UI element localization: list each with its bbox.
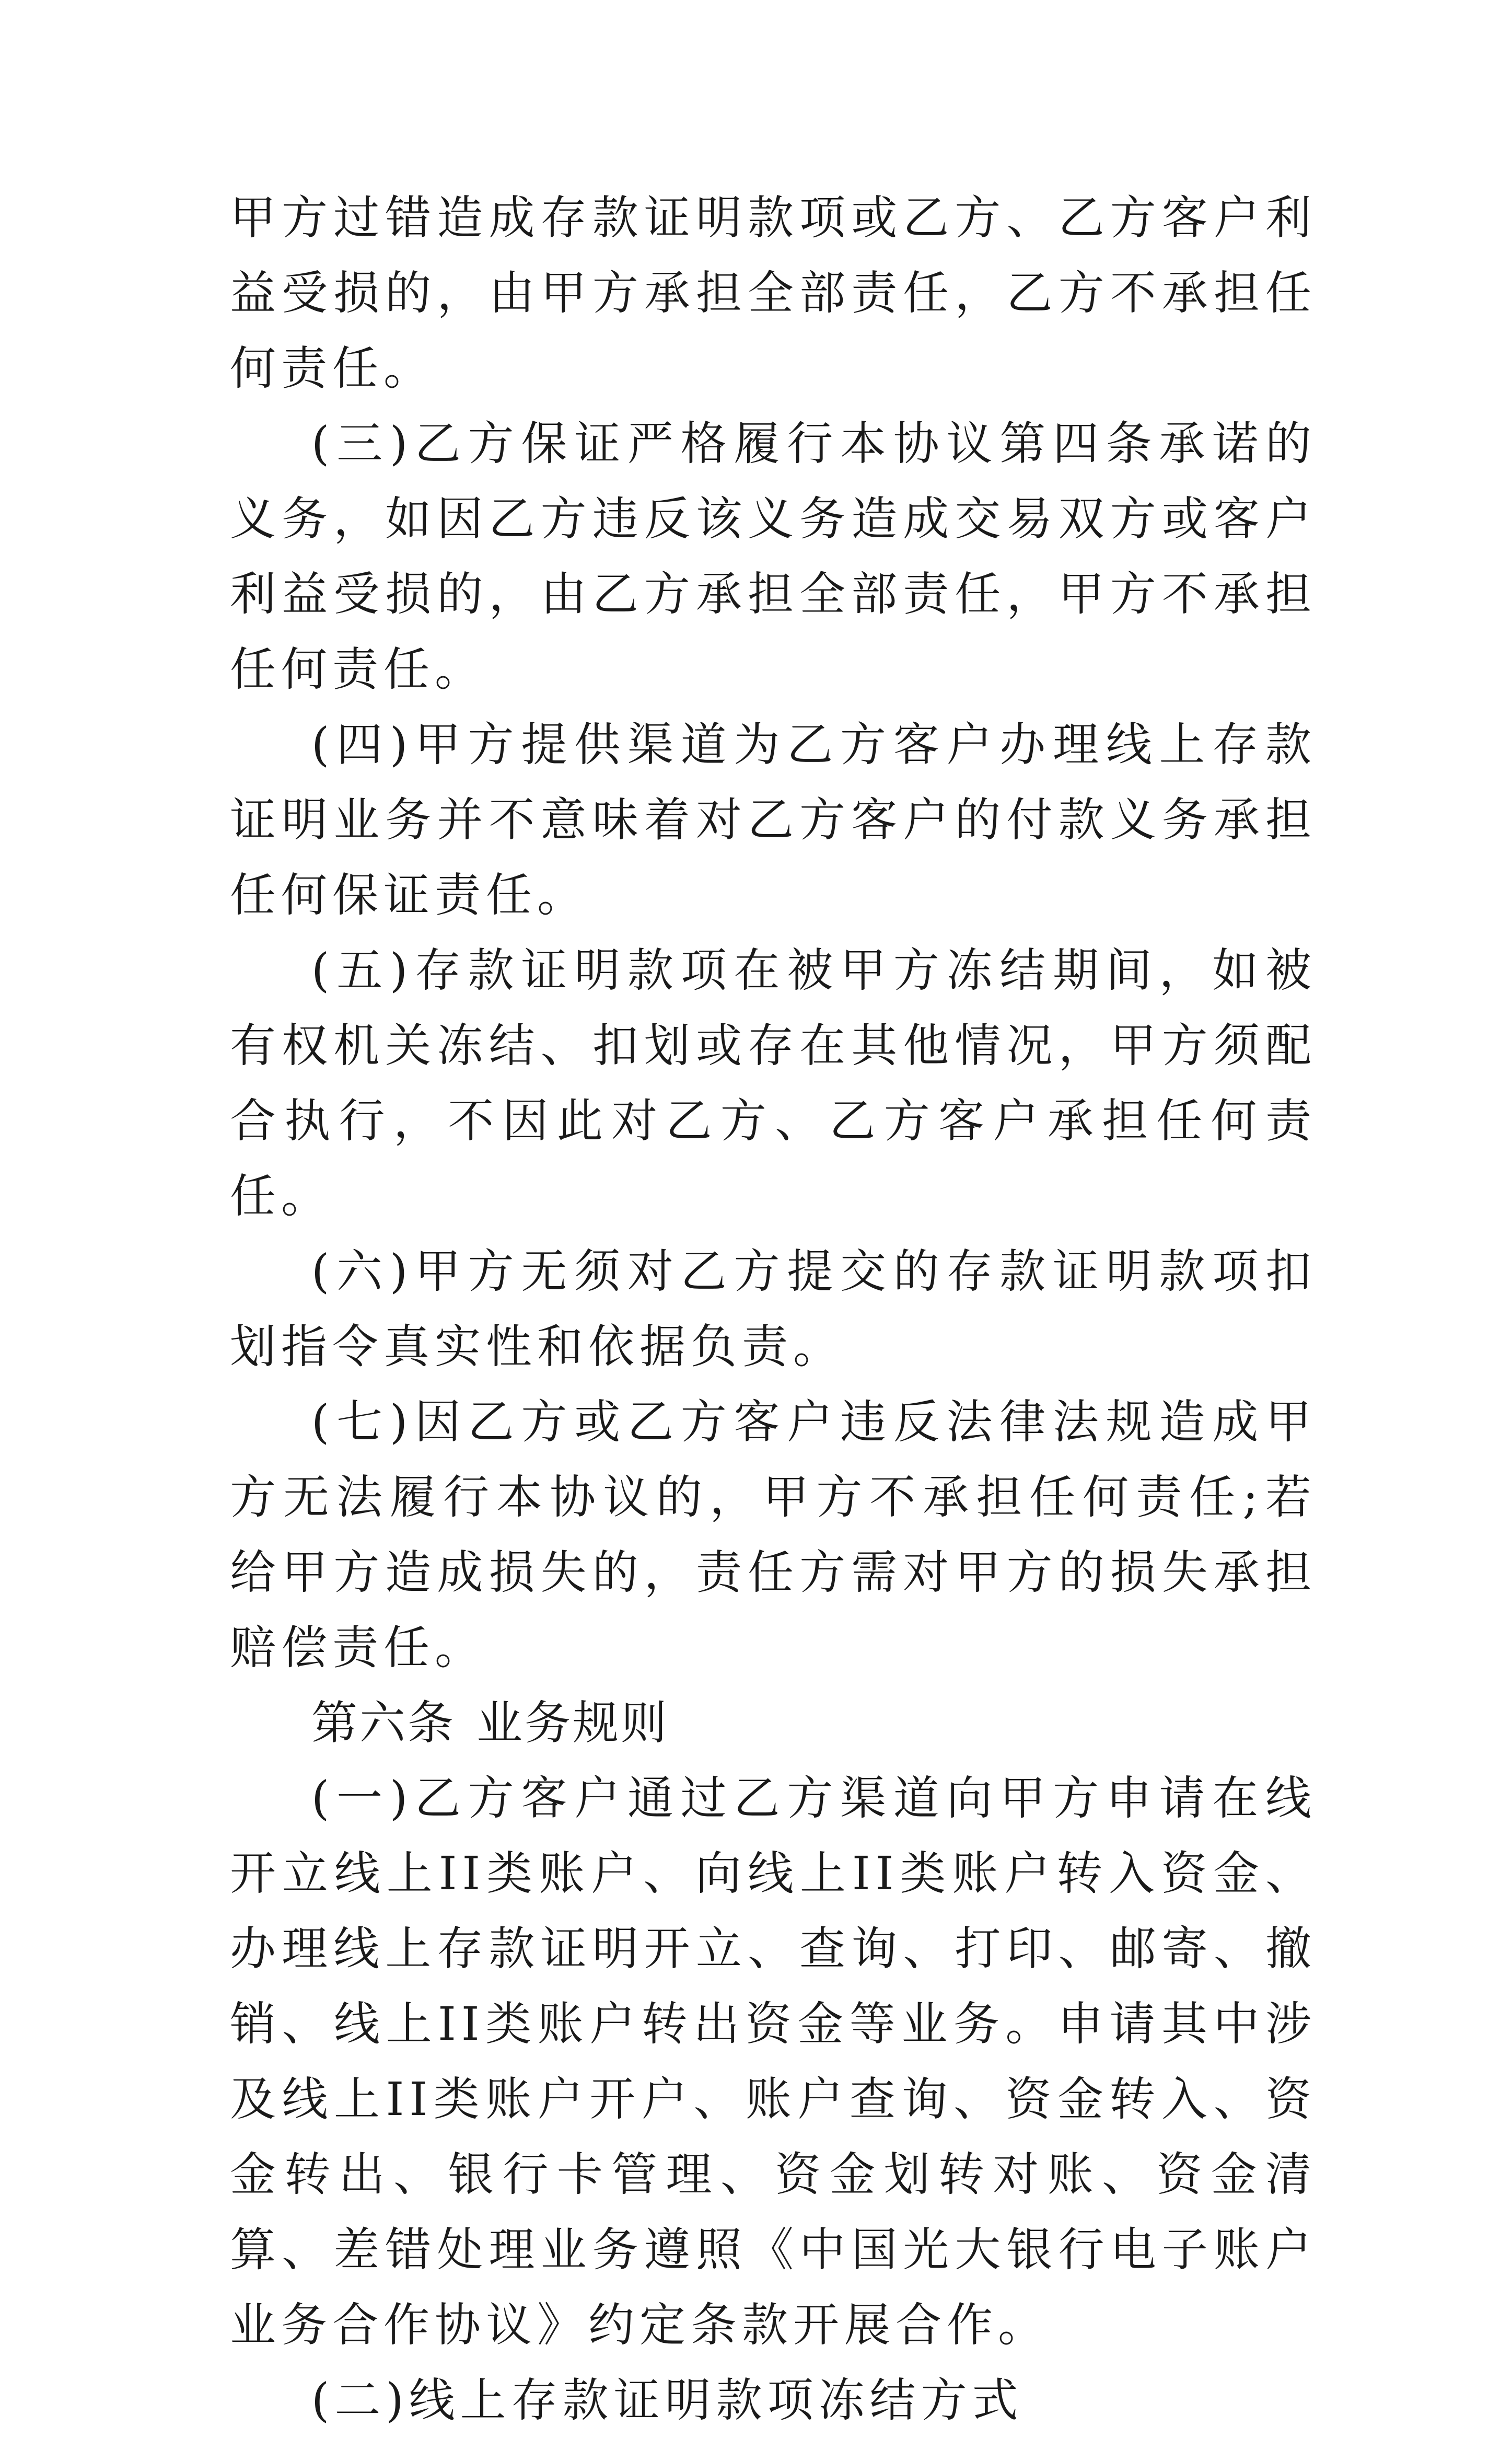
- article-title: 业务规则: [476, 1696, 669, 1750]
- paragraph-rule-2: (二)线上存款证明款项冻结方式: [311, 2373, 1023, 2427]
- paragraph-clause-6: (六)甲方无须对乙方提交的存款证明款项扣划指令真实性和依据负责。: [230, 1244, 1317, 1373]
- document-body: [230, 180, 1317, 2438]
- paragraph-clause-4: (四)甲方提供渠道为乙方客户办理线上存款证明业务并不意味着对乙方客户的付款义务承担任何保证责任。: [230, 718, 1317, 922]
- article-heading: [230, 1685, 1317, 1761]
- paragraph-clause-7: (七)因乙方或乙方客户违反法律法规造成甲方无法履行本协议的，甲方不承担任何责任;若给甲方造成损失的，责任方需对甲方的损失承担赔偿责任。: [230, 1395, 1317, 1674]
- article-number: 第六条: [311, 1696, 456, 1750]
- paragraph-clause-5: (五)存款证明款项在被甲方冻结期间，如被有权机关冻结、扣划或存在其他情况，甲方须配合执行，不因此对乙方、乙方客户承担任何责任。: [230, 943, 1317, 1223]
- paragraph-rule-1: (一)乙方客户通过乙方渠道向甲方申请在线开立线上II类账户、向线上II类账户转入资金、办理线上存款证明开立、查询、打印、邮寄、撤销、线上II类账户转出资金等业务。申请其中涉及线上II类账户开户、账户查询、资金转入、资金转出、银行卡管理、资金划转对账、资金清算、差错处理业务遵照《中国光大银行电子账户业务合作协议》约定条款开展合作。: [230, 1771, 1317, 2352]
- paragraph-clause-3: (三)乙方保证严格履行本协议第四条承诺的义务，如因乙方违反该义务造成交易双方或客户利益受损的，由乙方承担全部责任，甲方不承担任何责任。: [230, 417, 1317, 696]
- paragraph-liability-continuation: 甲方过错造成存款证明款项或乙方、乙方客户利益受损的，由甲方承担全部责任，乙方不承担任何责任。: [230, 191, 1317, 395]
